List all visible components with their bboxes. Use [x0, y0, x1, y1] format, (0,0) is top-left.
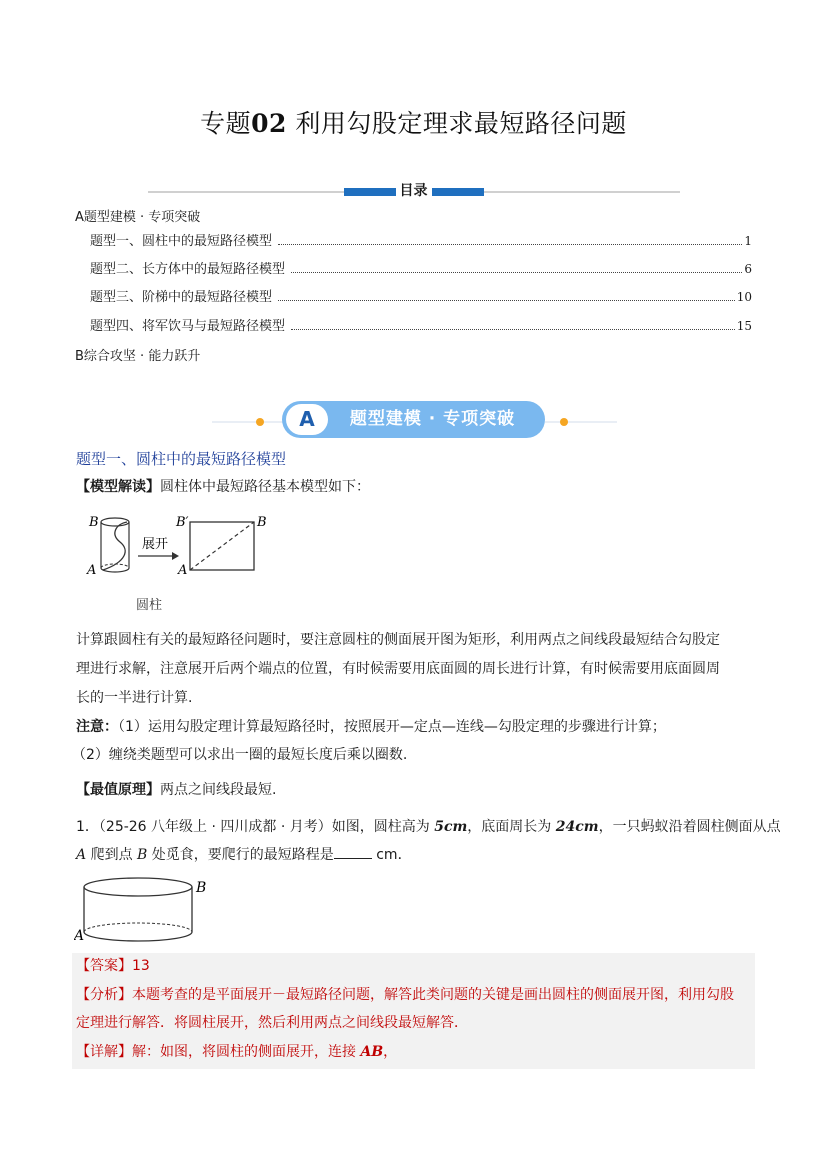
title-number: 02 — [251, 109, 287, 138]
model-intro — [76, 473, 370, 501]
principle — [76, 776, 276, 804]
toc-item-2[interactable] — [90, 258, 752, 277]
toc-section-b[interactable]: B综合攻坚 · 能力跃升 — [75, 349, 201, 364]
banner-line-right — [545, 421, 617, 423]
toc-item-4[interactable] — [90, 315, 752, 334]
para1-line1: 计算跟圆柱有关的最短路径问题时，要注意圆柱的侧面展开图为矩形，利用两点之间线段最短结合勾股定 — [76, 632, 720, 648]
detail-line: 【详解】解：如图，将圆柱的侧面展开，连接 AB， — [76, 1044, 398, 1060]
toc-label: 目录 — [0, 180, 827, 200]
question-height: 5cm — [434, 819, 468, 835]
answer-blank[interactable] — [334, 844, 372, 859]
toc-item-3[interactable] — [90, 286, 752, 305]
fig-label-a2: A — [178, 563, 188, 578]
toc-item-label: 题型一、圆柱中的最短路径模型 — [90, 234, 273, 249]
unfold-rect — [190, 522, 254, 570]
answer-line — [76, 952, 150, 980]
cylinder-figure — [74, 874, 214, 946]
toc-item-1[interactable] — [90, 230, 752, 249]
note-label: 注意： — [76, 719, 118, 735]
toc-item-label: 题型四、将军饮马与最短路径模型 — [90, 319, 286, 334]
toc-dots — [278, 299, 735, 301]
analysis-line2: 定理进行解答．将圆柱展开，然后利用两点之间线段最短解答． — [76, 1015, 468, 1031]
note1-text: （1）运用勾股定理计算最短路径时，按照展开—定点—连线—勾股定理的步骤进行计算； — [118, 719, 666, 735]
banner-dot-left — [256, 418, 264, 426]
model-label: 【模型解读】 — [76, 479, 160, 495]
title-text: 利用勾股定理求最短路径问题 — [295, 109, 627, 138]
answer-value: 13 — [132, 958, 150, 974]
fig-label-b: B — [89, 515, 99, 530]
cyl-label-b: B — [196, 880, 207, 896]
toc-item-page: 1 — [744, 234, 752, 248]
toc-item-page: 15 — [736, 319, 752, 333]
banner-line-left — [212, 421, 284, 423]
para1-line3: 长的一半进行计算. — [76, 690, 193, 706]
arrow-head-icon — [172, 552, 179, 560]
question-circumference: 24cm — [555, 819, 599, 835]
cyl-label-a: A — [74, 928, 85, 944]
toc-dots — [291, 271, 742, 273]
figure-caption: 圆柱 — [136, 598, 163, 613]
toc-dots — [291, 328, 735, 330]
toc-item-label: 题型二、长方体中的最短路径模型 — [90, 262, 286, 277]
section-heading: 题型一、圆柱中的最短路径模型 — [76, 450, 287, 468]
answer-label: 【答案】 — [76, 958, 132, 974]
fig-label-a: A — [87, 563, 97, 578]
banner-text: 题型建模 · 专项突破 — [349, 409, 516, 429]
question-line2: A 爬到点 B 处觅食，要爬行的最短路程是 cm． — [76, 841, 412, 869]
note-line2: （2）缠绕类题型可以求出一圈的最短长度后乘以圈数. — [72, 747, 408, 763]
fig-label-b2: B — [257, 515, 267, 530]
diagonal-path — [190, 522, 254, 570]
principle-label: 【最值原理】 — [76, 782, 160, 798]
model-text: 圆柱体中最短路径基本模型如下： — [160, 479, 370, 495]
title-prefix: 专题 — [200, 109, 252, 138]
toc-section-a[interactable]: A题型建模 · 专项突破 — [75, 210, 201, 225]
para1-line2: 理进行求解，注意展开后两个端点的位置，有时候需要用底面圆的周长进行计算，有时候需要用底面圆周 — [76, 661, 720, 677]
detail-label: 【详解】 — [76, 1044, 132, 1060]
note-line1 — [76, 713, 666, 741]
toc-item-page: 6 — [744, 262, 752, 276]
banner-letter: A — [286, 404, 328, 435]
fig-label-b-prime: B′ — [176, 515, 189, 530]
cylinder-small — [101, 518, 129, 572]
toc-item-page: 10 — [736, 290, 752, 304]
fig-arrow-text: 展开 — [142, 537, 169, 552]
principle-text: 两点之间线段最短. — [160, 782, 277, 798]
toc-item-label: 题型三、阶梯中的最短路径模型 — [90, 290, 273, 305]
unfold-figure — [86, 510, 286, 588]
page-title — [0, 104, 827, 140]
banner-dot-right — [560, 418, 568, 426]
question-line1: 1．（25-26 八年级上 · 四川成都 · 月考）如图，圆柱高为 5cm，底面周长为 24cm，一只蚂蚁沿着圆柱侧面从点 — [76, 819, 781, 835]
analysis-line1: 【分析】本题考查的是平面展开－最短路径问题，解答此类问题的关键是画出圆柱的侧面展开图，利用勾股 — [76, 987, 734, 1003]
toc-dots — [278, 243, 742, 245]
detail-segment: AB — [360, 1044, 384, 1060]
analysis-label: 【分析】 — [76, 987, 132, 1003]
